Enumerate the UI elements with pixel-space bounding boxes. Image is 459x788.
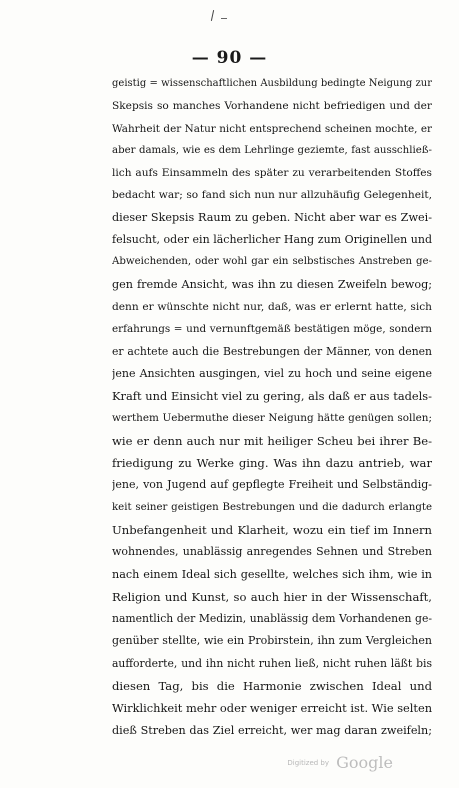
text-line: namentlich der Medizin, unablässig dem Vorhandenen ge-	[112, 612, 432, 626]
text-line: aber damals, wie es dem Lehrlinge geziemte, fast ausschließ-	[112, 144, 432, 156]
text-line: wie er denn auch nur mit heiliger Scheu bei ihrer Be-	[112, 433, 432, 448]
text-line: gen fremde Ansicht, was ihn zu diesen Zweifeln bewog;	[112, 277, 432, 291]
text-line: Wahrheit der Natur nicht entsprechend scheinen mochte, er	[112, 122, 432, 135]
text-line: genüber stellte, wie ein Probirstein, ihn zum Vergleichen	[112, 634, 432, 648]
text-line: dieser Skepsis Raum zu geben. Nicht aber war es Zwei-	[112, 210, 432, 224]
body-text	[112, 73, 432, 742]
text-line: Skepsis so manches Vorhandene nicht befriedigen und der	[112, 100, 432, 113]
text-line: geistig = wissenschaftlichen Ausbildung bedingte Neigung zur	[112, 78, 432, 89]
text-line: dieß Streben das Ziel erreicht, wer mag daran zweifeln;	[112, 723, 432, 737]
digitized-label: Digitized by	[287, 758, 330, 767]
text-line: jene Ansichten ausgingen, viel zu hoch und seine eigene	[112, 366, 432, 380]
google-logo: Google	[336, 753, 393, 772]
text-line: Kraft und Einsicht viel zu gering, als daß er aus tadels-	[112, 389, 432, 404]
text-line: erfahrungs = und vernunftgemäß bestätigen möge, sondern	[112, 323, 432, 336]
text-line: nach einem Ideal sich gesellte, welches sich ihm, wie in	[112, 567, 432, 581]
text-line: denn er wünschte nicht nur, daß, was er erlernt hatte, sich	[112, 300, 432, 313]
pencil-mark	[212, 10, 242, 22]
digitized-by-watermark	[287, 752, 393, 772]
text-line: Abweichenden, oder wohl gar ein selbstisches Anstreben ge-	[112, 256, 432, 268]
text-line: jene, von Jugend auf gepflegte Freiheit und Selbständig-	[112, 478, 432, 492]
text-line: diesen Tag, bis die Harmonie zwischen Ideal und	[112, 679, 432, 694]
pencil-dash-mark	[221, 18, 227, 19]
text-line: keit seiner geistigen Bestrebungen und die dadurch erlangte	[112, 501, 432, 513]
text-line: aufforderte, und ihn nicht ruhen ließ, nicht ruhen läßt bis	[112, 656, 432, 670]
text-line: werthem Uebermuthe dieser Neigung hätte genügen sollen;	[112, 412, 432, 425]
text-line: friedigung zu Werke ging. Was ihn dazu antrieb, war	[112, 456, 432, 471]
text-line: Wirklichkeit mehr oder weniger erreicht ist. Wie selten	[112, 701, 432, 716]
text-line: Religion und Kunst, so auch hier in der Wissenschaft,	[112, 589, 432, 604]
text-line: lich aufs Einsammeln des später zu verarbeitenden Stoffes	[112, 167, 432, 180]
page-number-header: — 90 —	[191, 48, 268, 68]
pencil-slash-mark	[211, 10, 214, 21]
text-line: wohnendes, unablässig anregendes Sehnen und Streben	[112, 545, 432, 559]
text-line: felsucht, oder ein lächerlicher Hang zum Originellen und	[112, 233, 432, 247]
text-line: bedacht war; so fand sich nun nur allzuhäufig Gelegenheit,	[112, 189, 432, 202]
text-line: er achtete auch die Bestrebungen der Männer, von denen	[112, 344, 432, 358]
text-line: Unbefangenheit und Klarheit, wozu ein tief im Innern	[112, 522, 432, 537]
